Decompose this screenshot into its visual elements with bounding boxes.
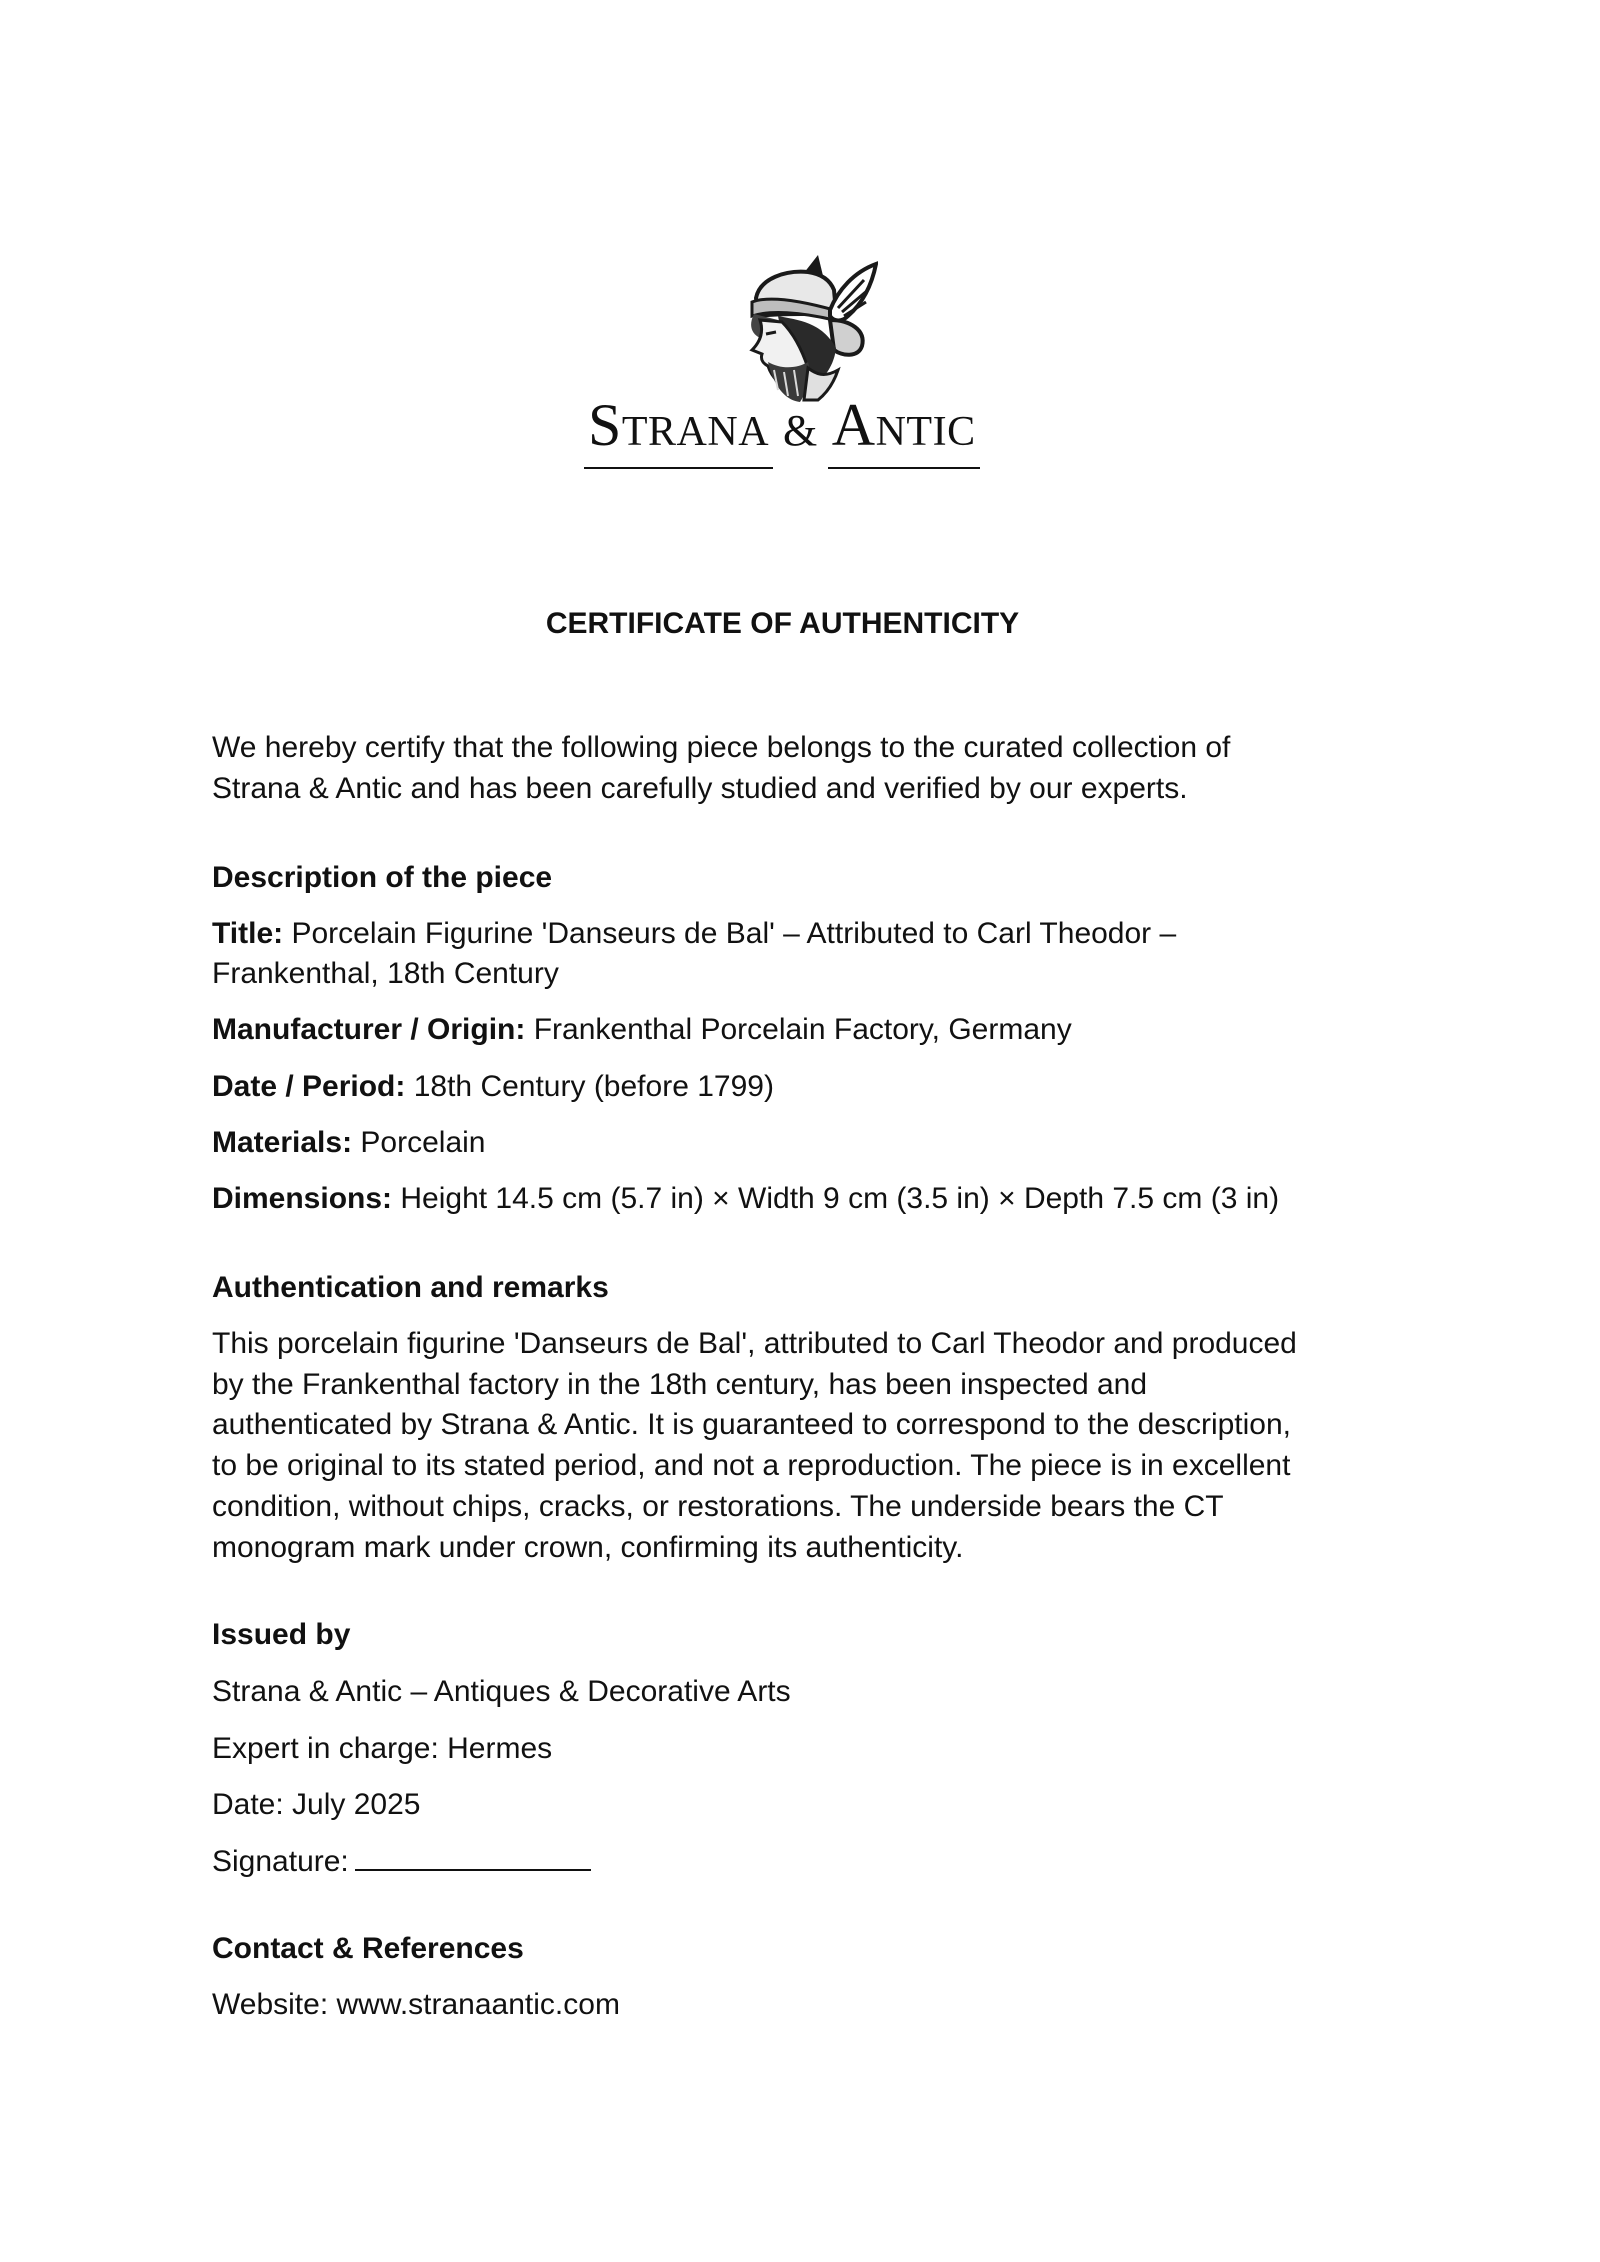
issue-date [212,1784,1412,1825]
issued-heading: Issued by [212,1618,351,1651]
document-title: CERTIFICATE OF AUTHENTICITY [545,607,1020,640]
remarks-line: condition, without chips, cracks, or restorations. The underside bears the CT [212,1489,1224,1523]
field-value: 18th Century (before 1799) [413,1070,774,1103]
intro-line: Strana & Antic and has been carefully studied and verified by our experts. [212,772,1188,805]
remarks-line: by the Frankenthal factory in the 18th century, has been inspected and [212,1367,1148,1401]
field-value: Frankenthal Porcelain Factory, Germany [533,1013,1072,1046]
signature-label: Signature: [212,1845,349,1878]
authentication-section [212,1270,1412,1306]
field-value: Height 14.5 cm (5.7 in) × Width 9 cm (3.5 in) × Depth 7.5 cm (3 in) [400,1182,1280,1215]
expert-text: Expert in charge: Hermes [212,1732,553,1765]
field-title [212,914,1412,994]
signature-line [212,1841,1412,1882]
field-date-period [212,1066,1412,1107]
authentication-heading: Authentication and remarks [212,1271,609,1304]
contact-section [212,1931,1412,1967]
description-heading: Description of the piece [212,861,553,894]
winged-helmet-head-icon [738,250,878,405]
logo-underline-right [828,467,980,469]
brand-name-strana: Strana [588,392,770,458]
field-label: Title: [212,917,284,950]
field-manufacturer [212,1009,1412,1050]
contact-website [212,1984,1412,2025]
field-label: Manufacturer / Origin: [212,1013,526,1046]
remarks-line: to be original to its stated period, and not a reproduction. The piece is in excellent [212,1449,1291,1483]
intro-line: We hereby certify that the following piece belongs to the curated collection of [212,731,1231,764]
intro-paragraph [212,727,1412,809]
brand-logo [580,245,1040,475]
logo-underline-left [584,467,773,469]
signature-blank [355,1843,591,1871]
issuer-company-text: Strana & Antic – Antiques & Decorative Arts [212,1675,791,1708]
brand-name-part2 [831,392,976,461]
brand-name-antic: Antic [831,392,976,458]
description-section [212,860,1412,896]
website-text: Website: www.stranaantic.com [212,1988,620,2021]
contact-heading: Contact & References [212,1932,524,1965]
field-dimensions [212,1178,1412,1219]
issue-date-text: Date: July 2025 [212,1788,421,1821]
brand-name-part1 [588,392,770,461]
remarks-line: authenticated by Strana & Antic. It is guaranteed to correspond to the description, [212,1408,1292,1442]
remarks-line: monogram mark under crown, confirming its authenticity. [212,1530,964,1564]
field-materials [212,1122,1412,1163]
field-value: Frankenthal, 18th Century [212,957,559,990]
brand-ampersand: & [783,406,818,455]
field-label: Date / Period: [212,1070,406,1103]
field-label: Dimensions: [212,1182,393,1215]
authentication-paragraph [212,1324,1412,1568]
remarks-line: This porcelain figurine 'Danseurs de Bal', attributed to Carl Theodor and produced [212,1327,1297,1360]
brand-wordmark [588,392,1028,458]
field-label: Materials: [212,1126,353,1159]
issued-section [212,1617,1412,1653]
field-value: Porcelain Figurine 'Danseurs de Bal' – Attributed to Carl Theodor – [291,917,1177,950]
issuer-company [212,1671,1412,1712]
expert-in-charge [212,1728,1412,1769]
field-value: Porcelain [360,1126,486,1159]
